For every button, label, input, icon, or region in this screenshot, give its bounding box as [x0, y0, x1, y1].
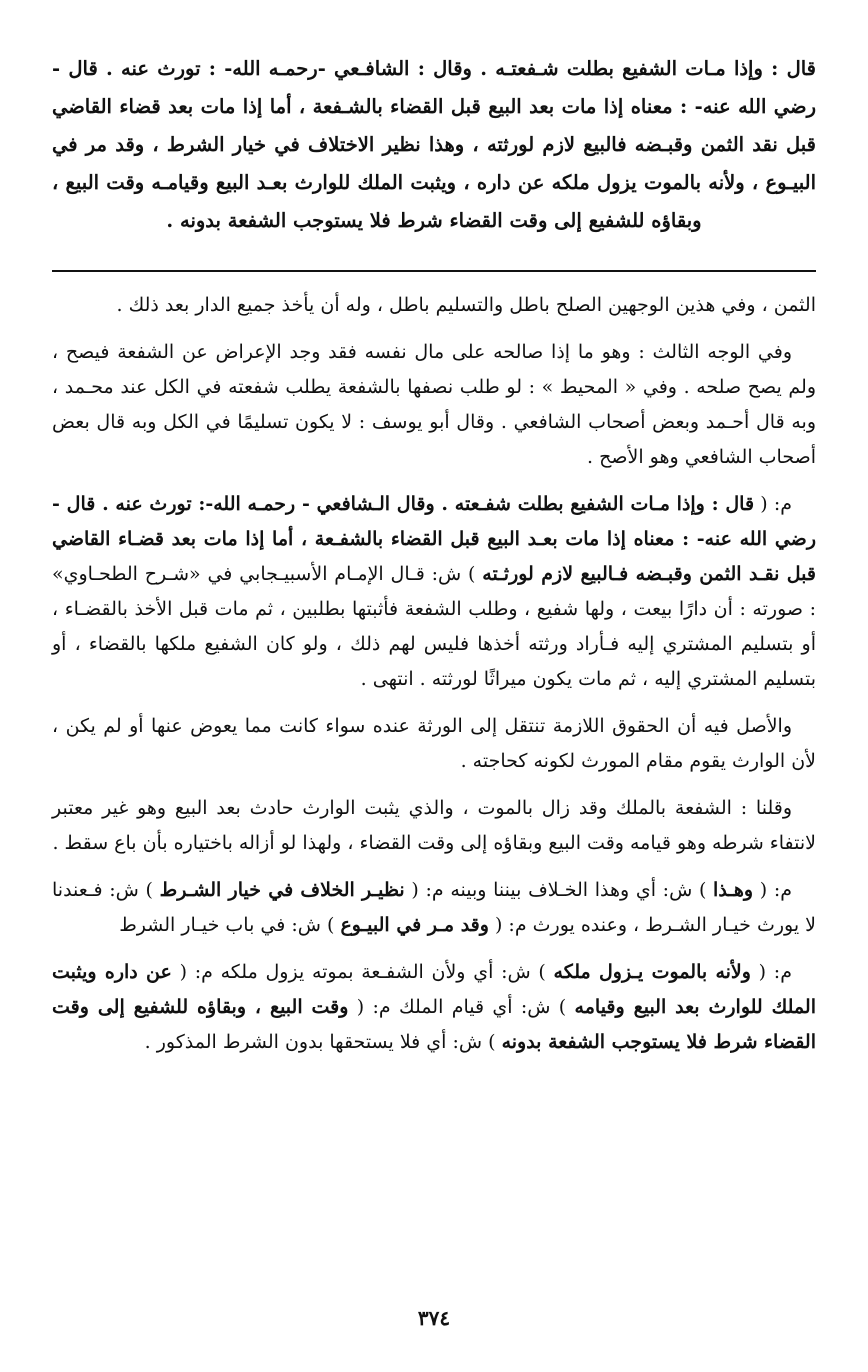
commentary-segment: م: ( [753, 879, 793, 901]
quoted-matn-segment: وقت البيع ، وبقاؤه للشفيع إلى وقت القضاء شرط فلا يستوجب الشفعة بدونه [52, 996, 816, 1053]
commentary-segment: ) ش: في باب خيـار الشرط [119, 914, 341, 936]
quoted-matn-segment: عن داره ويثبت الملك للوارث بعد البيع وقيامه [52, 961, 816, 1018]
matn-line: رضي الله عنه- : معناه إذا مات بعد البيع قبل القضاء بالشـفعة ، أما إذا مات بعد قضاء القاضي [52, 95, 816, 118]
commentary-segment: الثمن ، وفي هذين الوجهين الصلح باطل والتسليم باطل ، وله أن يأخذ جميع الدار بعد ذلك . [116, 294, 816, 316]
commentary-paragraph [52, 873, 816, 943]
commentary-paragraph [52, 709, 816, 779]
commentary-segment: وفي الوجه الثالث : وهو ما إذا صالحه على مال نفسه فقد وجد الإعراض عن الشفعة فيصح ، ولم يصح صلحه . وفي « المحيط » : لو طلب نصفها بالشفعة يطلب شفعته في الكل عند محـمد ، وبه قال أحـمد وبعض أصحاب الشافعي . وقال أبو يوسف : لا يكون تسليمًا في الكل وبه قال بعض أصحاب الشافعي وهو الأصح . [52, 341, 816, 468]
section-divider [52, 270, 816, 272]
quoted-matn-segment: قال : وإذا مـات الشفيع بطلت شفـعته . وقال الـشافعي - رحمـه الله-: تورث عنه . قال - رضي الله عنه- : معناه إذا مات بعـد البيع قبل القضاء بالشفـعة ، أما إذا مات بعد قضـاء القاضي قبل نقـد الثمن وقبـضه فـالبيع لازم لورثـته [52, 493, 816, 585]
matn-text [52, 50, 816, 240]
sharh-commentary [52, 288, 816, 1060]
commentary-segment: ) ش: أي فلا يستحقها بدون الشرط المذكور . [144, 1031, 502, 1053]
quoted-matn-segment: وهـذا [713, 879, 754, 901]
commentary-paragraph [52, 791, 816, 861]
commentary-segment: ) ش: فـعندنا لا يورث خيـار الشـرط ، وعنده يورث م: ( [52, 879, 816, 936]
commentary-segment: ) ش: أي ولأن الشفـعة بموته يزول ملكه م: ( [171, 961, 554, 983]
commentary-paragraph [52, 487, 816, 697]
page-number: ٣٧٤ [417, 1306, 451, 1330]
matn-line: قبل نقد الثمن وقبـضه فالبيع لازم لورثته ، وهذا نظير الاختلاف في خيار الشرط ، وقد مر في [52, 133, 816, 156]
commentary-segment: ) ش: أي قيام الملك م: ( [348, 996, 575, 1018]
commentary-paragraph [52, 288, 816, 323]
quoted-matn-segment: ولأنه بالموت يـزول ملكه [553, 961, 751, 983]
matn-line: قال : وإذا مـات الشفيع بطلت شـفعتـه . وقال : الشافـعي -رحمـه الله- : تورث عنه . قال - [52, 57, 816, 80]
quoted-matn-segment: وقد مـر في البيـوع [340, 914, 489, 936]
commentary-segment: م: ( [750, 961, 792, 983]
commentary-segment: ) ش: قـال الإمـام الأسبيـجابي في «شـرح الطحـاوي» : صورته : أن دارًا بيعت ، ولها شفيع ، وطلب الشفعة فأثبتها بطلبين ، ثم مات قبل الأخذ بالقضـاء ، أو بتسليم المشتري إليه فـأراد ورثته أخذها فليس لهم ذلك ، ولو كان الشفيع ملكها بالقضاء ، أو بتسليم المشتري إليه ، ثم مات يكون ميراثًا لورثته . انتهى . [52, 563, 816, 690]
quoted-matn-segment: نظيـر الخلاف في خيار الشـرط [159, 879, 405, 901]
commentary-segment: ) ش: أي وهذا الخـلاف بيننا وبينه م: ( [404, 879, 714, 901]
matn-line: وبقاؤه للشفيع إلى وقت القضاء شرط فلا يستوجب الشفعة بدونه . [166, 209, 702, 232]
commentary-paragraph [52, 335, 816, 475]
matn-line: البيـوع ، ولأنه بالموت يزول ملكه عن داره ، ويثبت الملك للوارث بعـد البيع وقيامـه وقت البيع ، [52, 171, 816, 194]
commentary-segment: والأصل فيه أن الحقوق اللازمة تنتقل إلى الورثة عنده سواء كانت مما يعوض عنها أو لم يكن ، لأن الوارث يقوم مقام المورث لكونه كحاجته . [52, 715, 816, 772]
commentary-segment: وقلنا : الشفعة بالملك وقد زال بالموت ، والذي يثبت الوارث حادث بعد البيع وهو غير معتبر لانتفاء شرطه وهو قيامه وقت البيع وبقاؤه إلى وقت القضاء ، ولهذا لو أزاله باختياره بأن باع سقط . [52, 797, 816, 854]
commentary-segment: م: ( [754, 493, 792, 515]
commentary-paragraph [52, 955, 816, 1060]
